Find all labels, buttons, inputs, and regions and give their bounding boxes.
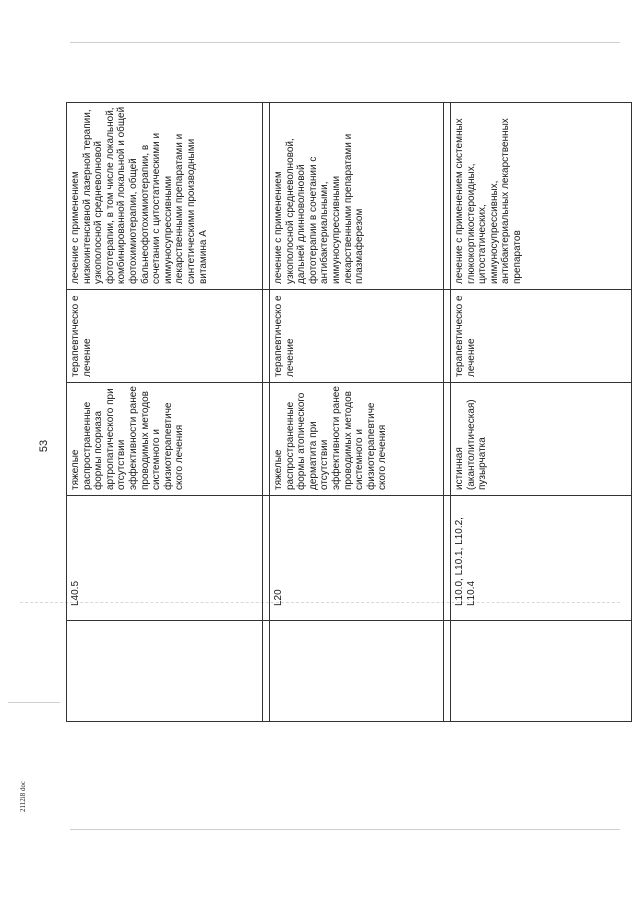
table-cell-code: L10.0, L10.1, L10.2, L10.4 — [451, 496, 632, 621]
table-cell-type: терапевтическо е лечение — [270, 290, 444, 383]
table-row — [270, 103, 444, 722]
page-edge-bottom — [70, 829, 620, 830]
table-cell-code: L40.5 — [67, 496, 263, 621]
table-cell-treatment: лечение с применением низкоинтенсивной лазерной терапии, узкополосной средневолновой фототерапии, в том числе локальной, комбинированной локальной и общей фотохимиотерапии, общей бальнеофотохимиотерапии, в сочетании с цитостатическими и иммуносупрессивными лекарственными препаратами и синтетическими производными витамина А — [67, 103, 263, 290]
table-cell-type: терапевтическо е лечение — [451, 290, 632, 383]
table-cell-model: тяжелые распространенные формы псориаза артропатического при отсутствии эффективности ранее проводимых методов системного и физиотерапевтиче ского лечения — [67, 383, 263, 496]
procedures-table — [66, 106, 634, 722]
document-footer: 2112i8 doc — [19, 780, 27, 812]
table-cell-treatment: лечение с применением узкополосной средневолновой, дальней длинноволновой фототерапии в сочетании с антибактериальными, иммуносупрессивными лекарственными препаратами и плазмаферезом — [270, 103, 444, 290]
table-cell-number — [67, 621, 263, 722]
table-cell-treatment: лечение с применением системных глюкокортикостероидных, цитостатических, иммуносупрессивных, антибактериальных лекарственных препаратов — [451, 103, 632, 290]
table-cell-number — [270, 621, 444, 722]
table-row — [451, 103, 632, 722]
table-row-separator — [444, 103, 451, 722]
page-edge-top — [70, 42, 620, 43]
table-row-separator — [263, 103, 270, 722]
table-cell-model: тяжелые распространенные формы атопического дерматита при отсутствии эффективности ранее проводимых методов системного и физиотерапевтиче ского лечения — [270, 383, 444, 496]
table-cell-type: терапевтическо е лечение — [67, 290, 263, 383]
page-edge-left — [8, 702, 60, 703]
table-row — [67, 103, 263, 722]
table-cell-code: L20 — [270, 496, 444, 621]
table-cell-model: истинная (акантолитическая) пузырчатка — [451, 383, 632, 496]
table-cell-number — [451, 621, 632, 722]
page-number: 53 — [38, 439, 51, 453]
